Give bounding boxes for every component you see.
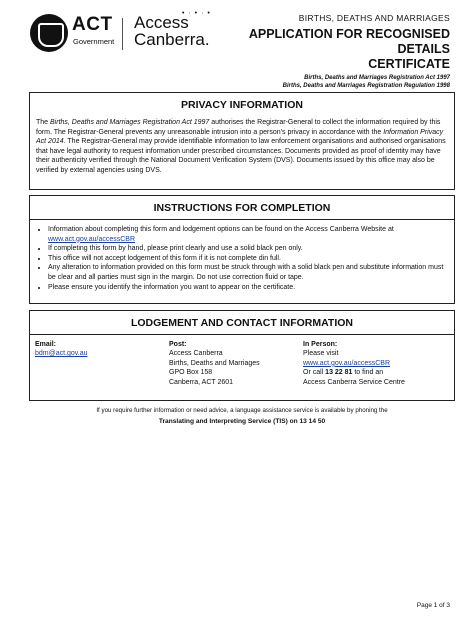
access-canberra-logo [134, 10, 214, 54]
post-address-line: Births, Deaths and Marriages [169, 359, 260, 367]
language-assistance-note [29, 405, 455, 427]
access-canberra-logo-line1: Access [134, 13, 189, 32]
form-title-line1: APPLICATION FOR RECOGNISED DETAILS [248, 27, 450, 56]
contact-columns [30, 335, 454, 395]
act-logo-subtext: Government [73, 37, 115, 46]
post-address-line: Access Canberra [169, 350, 223, 358]
email-heading: Email: [35, 341, 57, 348]
email-link[interactable]: bdm@act.gov.au [35, 350, 88, 358]
privacy-text-mid: authorises the Registrar-General to collect the information required by this form. The Registrar-General prevents any unreasonable intrusion into a person’s privacy in accordance with the [36, 119, 441, 136]
act-crest-icon [30, 14, 68, 52]
tis-service-text: Translating and Interpreting Service (TIS) on 13 14 50 [158, 418, 326, 425]
privacy-title: PRIVACY INFORMATION [181, 99, 303, 111]
list-item: • Any alteration to information provided on this form must be struck through with a solid black pen and substitute information must be clear and all parties must sign in the margin. Do not use correction fluid or tape. [48, 263, 448, 282]
act-government-logo [30, 12, 118, 54]
access-canberra-dots-icon: • · • · • [182, 10, 211, 17]
legislation-line1: Births, Deaths and Marriages Registration Act 1997 [304, 75, 450, 81]
call-prefix: Or call [303, 369, 326, 377]
instructions-title: INSTRUCTIONS FOR COMPLETION [30, 196, 454, 220]
list-item: • If completing this form by hand, please print clearly and use a solid black pen only. [48, 244, 448, 254]
list-item [48, 225, 448, 244]
privacy-text-suffix: . The Registrar-General may provide identifiable information to law enforcement organisations and authorised organisations that have legal authority to request information under prescribed circumstances. Documents provided as proof of identity may have their authenticity verified through the National Document Verification System (DVS). Documents issued by this office may also be verified by external agencies using DVS. [36, 138, 446, 174]
privacy-text-prefix: The [36, 119, 51, 126]
information-privacy-act-name: Information Privacy Act 2014 [36, 128, 444, 146]
in-person-link[interactable]: www.act.gov.au/accessCBR [303, 359, 391, 367]
privacy-act-name: Births, Deaths and Marriages Registration Act 1997 [50, 119, 210, 126]
page-number: Page 1 of 3 [416, 602, 450, 609]
post-address-line: Canberra, ACT 2601 [169, 378, 234, 386]
document-header [210, 13, 450, 90]
footer-note-text: If you require further information or need advice, a language assistance service is available by phoning the [96, 407, 388, 414]
instruction-text: Information about completing this form and lodgement options can be found on the Access Canberra Website at [48, 226, 394, 233]
post-column [169, 340, 289, 387]
instructions-section [29, 195, 455, 304]
in-person-heading: In Person: [303, 341, 338, 348]
legislation-line2: Births, Deaths and Marriages Registration Regulation 1998 [282, 83, 450, 89]
lodgement-title: LODGEMENT AND CONTACT INFORMATION [30, 311, 454, 335]
list-item: • Please ensure you identify the information you want to appear on the certificate. [48, 283, 448, 293]
form-title-line2: CERTIFICATE [368, 57, 450, 71]
post-address-line: GPO Box 158 [169, 369, 213, 377]
list-item: • This office will not accept lodgement of this form if it is not complete din full. [48, 254, 448, 264]
instructions-body [30, 220, 454, 297]
in-person-column [303, 340, 448, 387]
privacy-section [29, 92, 455, 190]
in-person-line: Please visit [303, 350, 339, 358]
act-logo-text: ACT [72, 14, 113, 35]
department-name: BIRTHS, DEATHS AND MARRIAGES [298, 13, 450, 23]
instructions-list [36, 225, 448, 292]
access-cbr-link[interactable]: www.act.gov.au/accessCBR [48, 235, 136, 243]
in-person-line: Access Canberra Service Centre [303, 378, 405, 386]
logo-divider [122, 18, 123, 50]
post-heading: Post: [169, 341, 187, 348]
privacy-paragraph [30, 113, 454, 181]
lodgement-section [29, 310, 455, 401]
phone-number: 13 22 81 [325, 369, 353, 377]
access-canberra-logo-line2: Canberra. [134, 30, 210, 49]
in-person-call-line [303, 368, 448, 377]
call-suffix: to find an [352, 369, 384, 377]
email-column [35, 340, 155, 359]
